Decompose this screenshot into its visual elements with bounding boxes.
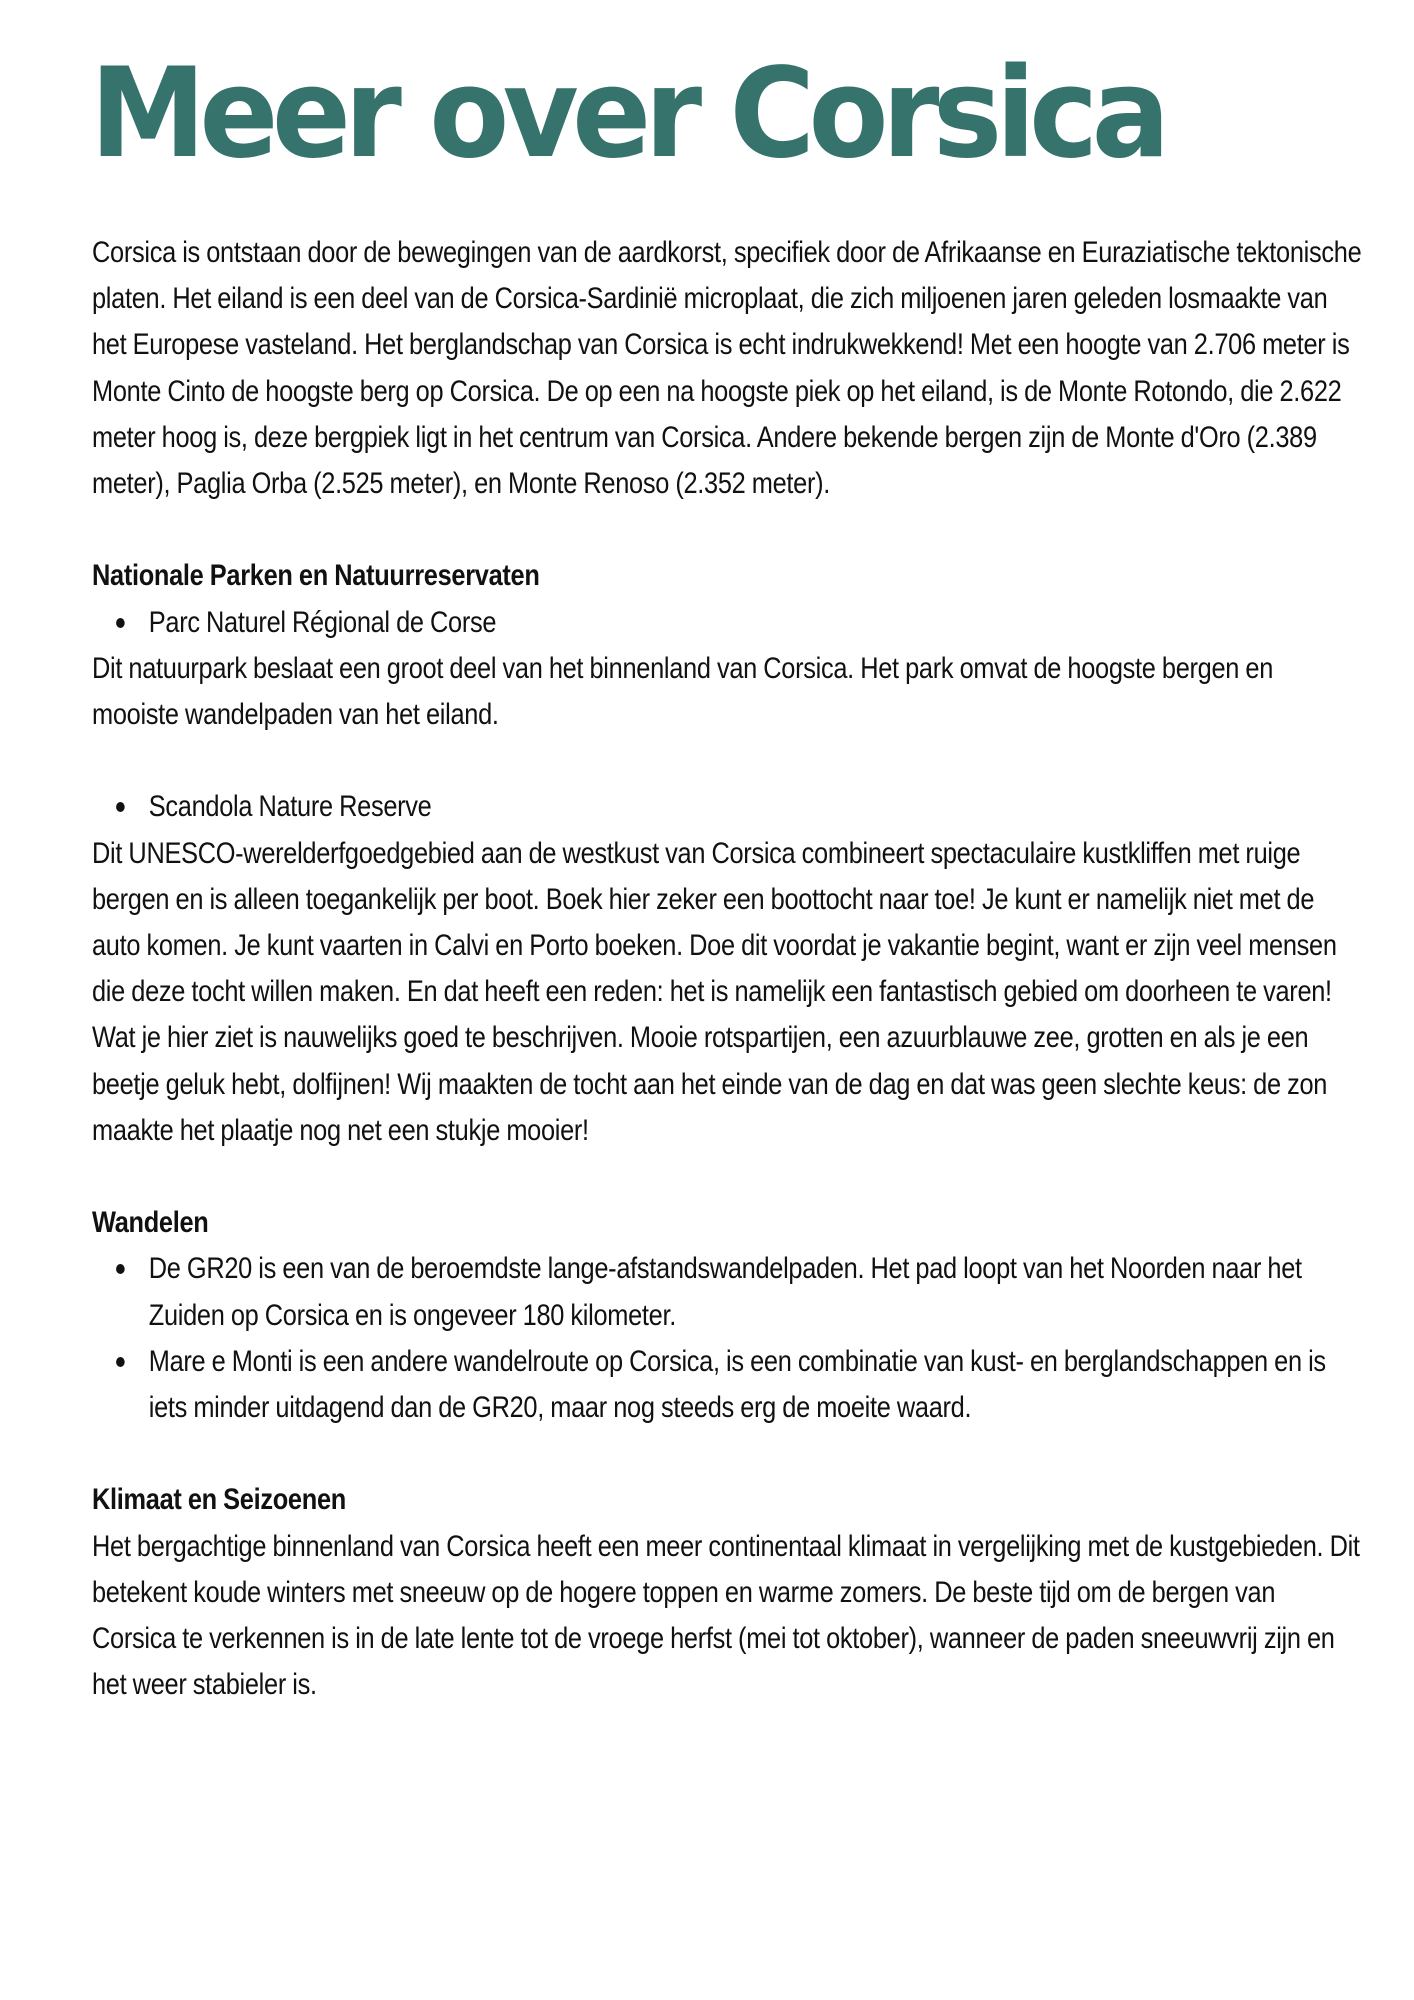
bullet-icon (116, 802, 125, 812)
hiking-list (92, 1246, 1362, 1431)
section-heading-parks: Nationale Parken en Natuurreservaten (92, 559, 540, 593)
route-text: Mare e Monti is een andere wandelroute op Corsica, is een combinatie van kust- en berglandschappen en is iets minder uitdagend dan de GR20, maar nog steeds erg de moeite waard. (148, 1344, 1326, 1425)
parks-list-2 (92, 784, 1362, 830)
park-description: Dit UNESCO-werelderfgoedgebied aan de westkust van Corsica combineert spectaculaire kustkliffen met ruige bergen en is alleen toegankelijk per boot. Boek hier zeker een boottocht naar toe! Je kunt er namelijk niet met de auto komen. Je kunt vaarten in Calvi en Porto boeken. Doe dit voordat je vakantie begint, want er zijn veel mensen die deze tocht willen maken. En dat heeft een reden: het is namelijk een fantastisch gebied om doorheen te varen! Wat je hier ziet is nauwelijks goed te beschrijven. Mooie rotspartijen, een azuurblauwe zee, grotten en als je een beetje geluk hebt, dolfijnen! Wij maakten de tocht aan het einde van de dag en dat was geen slechte keus: de zon maakte het plaatje nog net een stukje mooier! (92, 836, 1337, 1147)
list-item-route (149, 1339, 1362, 1431)
spacer (92, 1431, 1362, 1477)
climate-paragraph: Het bergachtige binnenland van Corsica heeft een meer continentaal klimaat in vergelijking met de kustgebieden. Dit betekent koude winters met sneeuw op de hogere toppen en warme zomers. De beste tijd om de bergen van Corsica te verkennen is in de late lente tot de vroege herfst (mei tot oktober), wanneer de paden sneeuwvrij zijn en het weer stabieler is. (92, 1529, 1360, 1702)
bullet-icon (116, 1357, 125, 1367)
section-parks (92, 553, 1362, 1154)
list-item-park (149, 600, 1362, 646)
page-title: Meer over Corsica (90, 42, 1164, 186)
list-item-route (149, 1246, 1362, 1338)
intro-paragraph: Corsica is ontstaan door de bewegingen van de aardkorst, specifiek door de Afrikaanse en Euraziatische tektonische platen. Het eiland is een deel van de Corsica-Sardinië microplaat, die zich miljoenen jaren geleden losmaakte van het Europese vasteland. Het berglandschap van Corsica is echt indrukwekkend! Met een hoogte van 2.706 meter is Monte Cinto de hoogste berg op Corsica. De op een na hoogste piek op het eiland, is de Monte Rotondo, die 2.622 meter hoog is, deze bergpiek ligt in het centrum van Corsica. Andere bekende bergen zijn de Monte d'Oro (2.389 meter), Paglia Orba (2.525 meter), en Monte Renoso (2.352 meter). (92, 236, 1362, 501)
park-name: Scandola Nature Reserve (148, 790, 432, 824)
list-item-park (149, 784, 1362, 830)
document-body (92, 230, 1362, 1708)
spacer (92, 507, 1362, 553)
bullet-icon (116, 618, 125, 628)
section-heading-climate: Klimaat en Seizoenen (92, 1483, 346, 1517)
park-description: Dit natuurpark beslaat een groot deel van het binnenland van Corsica. Het park omvat de hoogste bergen en mooiste wandelpaden van het eiland. (92, 651, 1274, 732)
section-climate (92, 1477, 1362, 1708)
bullet-icon (116, 1264, 125, 1274)
spacer (92, 738, 1362, 784)
section-hiking (92, 1200, 1362, 1431)
parks-list-1 (92, 600, 1362, 646)
spacer (92, 1154, 1362, 1200)
route-text: De GR20 is een van de beroemdste lange-afstandswandelpaden. Het pad loopt van het Noorden naar het Zuiden op Corsica en is ongeveer 180 kilometer. (148, 1252, 1302, 1332)
section-heading-hiking: Wandelen (92, 1206, 209, 1240)
park-name: Parc Naturel Régional de Corse (148, 605, 497, 639)
